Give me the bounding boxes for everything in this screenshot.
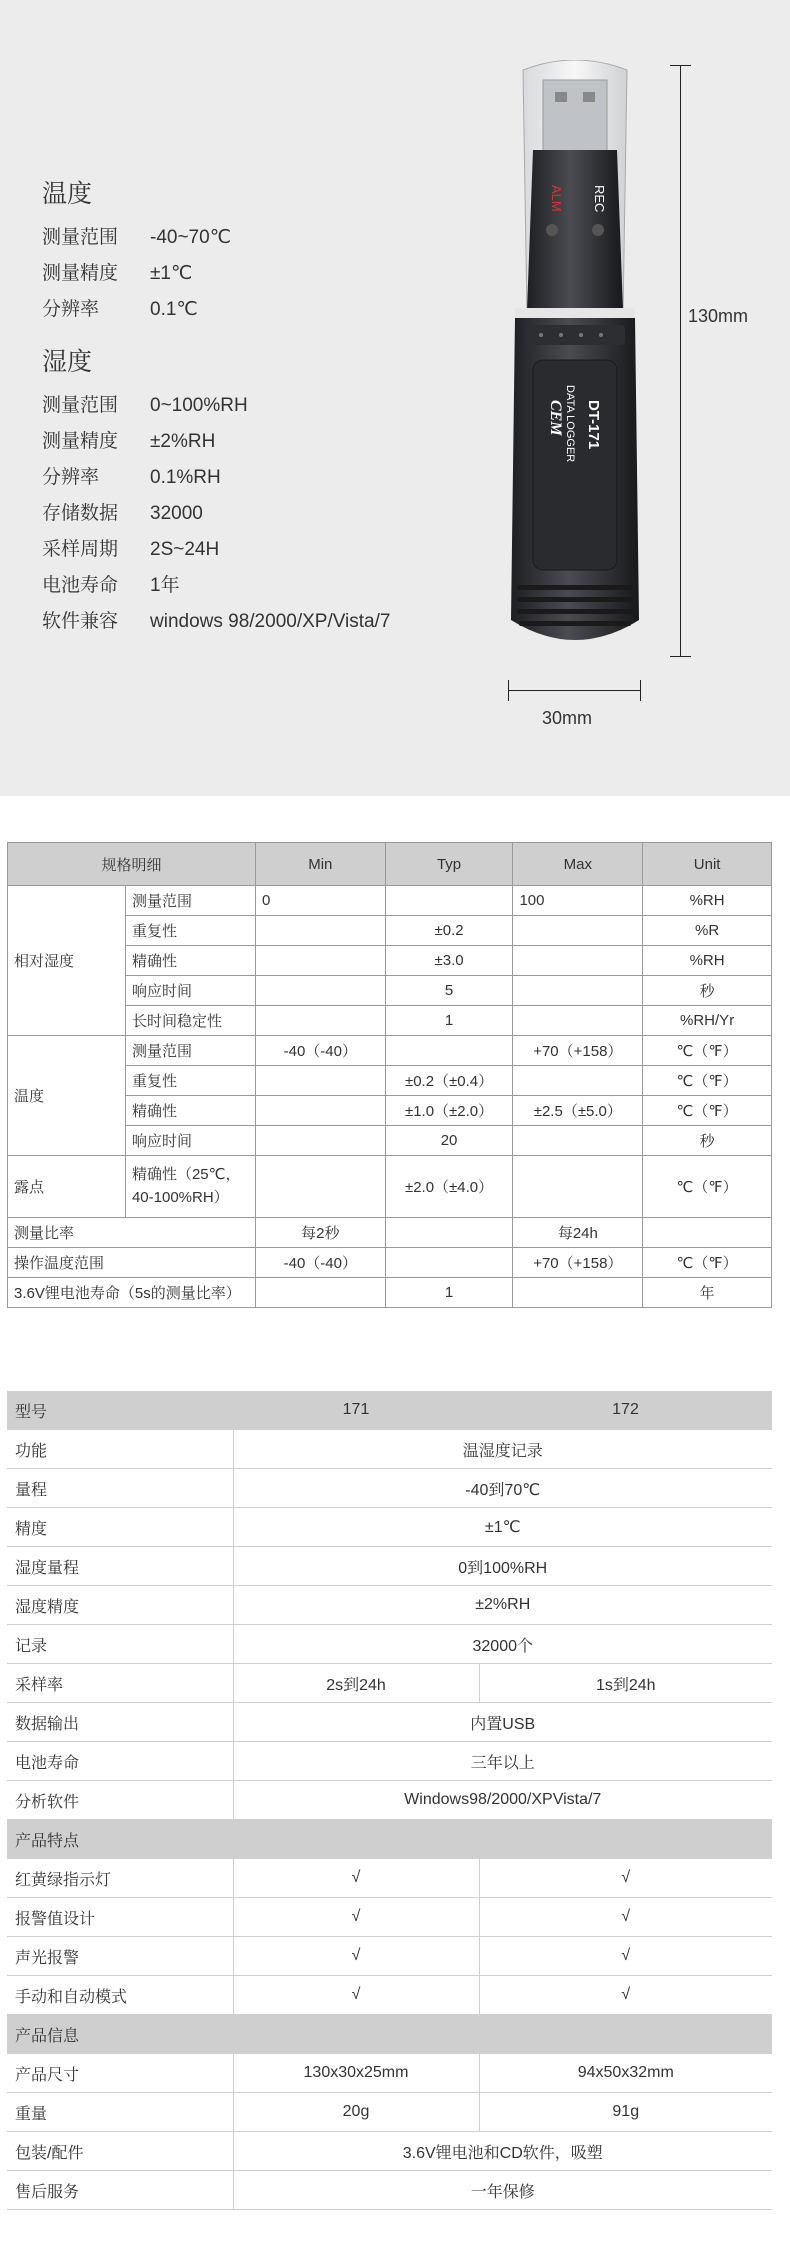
table-row [7,1937,772,1976]
table-row [7,2093,772,2132]
table-row [8,1248,772,1278]
spec-value: -40~70℃ [150,227,232,248]
spec-value: ±2%RH [150,431,216,452]
spec-value: 32000 [150,503,203,524]
table-cell: 20g [233,2093,479,2132]
table-row [7,1703,772,1742]
table-cell: 响应时间 [125,976,255,1006]
table-cell: 1 [385,1006,513,1036]
table-cell [385,1036,513,1066]
table-row [7,1976,772,2015]
table-cell: ℃（℉） [643,1036,772,1066]
table-cell: 记录 [7,1625,233,1664]
table-cell: 年 [643,1278,772,1308]
table-cell: 数据输出 [7,1703,233,1742]
model-table-header [7,1391,772,1430]
table-cell: 130x30x25mm [233,2054,479,2093]
table-cell: 测量范围 [125,1036,255,1066]
table-cell: 分析软件 [7,1781,233,1820]
spec-software [42,606,390,633]
table-cell: ±1.0（±2.0） [385,1096,513,1126]
table-row [8,1156,772,1218]
table-cell: √ [479,1859,772,1898]
table-row [7,1898,772,1937]
table-cell: 声光报警 [7,1937,233,1976]
table-cell: 0 [255,886,385,916]
table-cell [385,1248,513,1278]
product-hero [0,0,790,796]
temp-spec-accuracy [42,258,192,285]
table-cell: 产品尺寸 [7,2054,233,2093]
group-temp: 温度 [8,1036,126,1156]
spec-value: 0.1%RH [150,467,221,488]
table-cell: √ [479,1976,772,2015]
table-cell: ℃（℉） [643,1096,772,1126]
table-cell: 重复性 [125,1066,255,1096]
table-cell: 精度 [7,1508,233,1547]
device-subtitle: DATA LOGGER [564,385,576,463]
table-cell: 20 [385,1126,513,1156]
spec-key: 电池寿命 [42,575,119,596]
spec-value: 1年 [150,575,180,596]
spec-header-min: Min [255,843,385,886]
table-row [7,2054,772,2093]
table-cell [255,1066,385,1096]
table-cell: 量程 [7,1469,233,1508]
table-cell: 产品特点 [7,1820,772,1859]
spec-key: 分辨率 [42,467,100,488]
spec-key: 分辨率 [42,299,100,320]
alm-label: ALM [549,185,564,212]
table-cell: √ [233,1976,479,2015]
table-cell [255,976,385,1006]
table-row [7,1625,772,1664]
table-cell: √ [479,1937,772,1976]
table-row [7,1430,772,1469]
spec-storage [42,498,203,525]
table-cell: 功能 [7,1430,233,1469]
table-cell: ±1℃ [233,1508,772,1547]
table-cell: %RH/Yr [643,1006,772,1036]
width-dimension-label: 30mm [542,708,593,728]
table-row [7,1547,772,1586]
info-section-header [7,2015,772,2054]
table-cell: 0到100%RH [233,1547,772,1586]
spec-table [7,842,772,1308]
height-dimension-cap-top [670,65,691,66]
group-rh: 相对湿度 [8,886,126,1036]
table-cell [385,1218,513,1248]
height-dimension-label: 130mm [688,306,749,326]
table-cell [255,1156,385,1218]
table-row [7,1859,772,1898]
spec-value: 0.1℃ [150,299,198,320]
table-cell: 湿度量程 [7,1547,233,1586]
table-cell: 每2秒 [255,1218,385,1248]
humid-spec-range [42,390,248,417]
table-cell: 采样率 [7,1664,233,1703]
table-cell: %RH [643,946,772,976]
table-cell: 2s到24h [233,1664,479,1703]
spec-battery [42,570,180,597]
table-cell: ℃（℉） [643,1156,772,1218]
table-cell [513,916,643,946]
table-cell: 32000个 [233,1625,772,1664]
table-cell [255,1126,385,1156]
table-cell: Windows98/2000/XPVista/7 [233,1781,772,1820]
group-dew: 露点 [8,1156,126,1218]
table-row [7,1586,772,1625]
table-cell: -40（-40） [255,1036,385,1066]
table-cell [513,1278,643,1308]
spec-value: windows 98/2000/XP/Vista/7 [150,611,391,632]
table-cell [513,976,643,1006]
table-cell: 温湿度记录 [233,1430,772,1469]
table-cell: 三年以上 [233,1742,772,1781]
table-cell: 响应时间 [125,1126,255,1156]
table-row [7,1469,772,1508]
table-cell: 171 [233,1391,479,1430]
table-cell: √ [233,1937,479,1976]
table-row [8,1036,772,1066]
spec-table-header [8,843,772,886]
table-cell: √ [479,1898,772,1937]
table-cell: 内置USB [233,1703,772,1742]
humid-spec-accuracy [42,426,215,453]
spec-header-max: Max [513,843,643,886]
table-cell: ±2.0（±4.0） [385,1156,513,1218]
width-dimension-cap-left [508,680,509,701]
table-cell: 精确性 [125,1096,255,1126]
table-cell: 湿度精度 [7,1586,233,1625]
table-cell: ℃（℉） [643,1248,772,1278]
temp-title: 温度 [42,180,93,208]
table-cell: 电池寿命 [7,1742,233,1781]
width-dimension-line [508,690,640,691]
table-cell: ℃（℉） [643,1066,772,1096]
table-cell: 操作温度范围 [8,1248,256,1278]
humid-title: 湿度 [42,348,93,376]
spec-key: 测量范围 [42,227,119,248]
table-cell: ±0.2 [385,916,513,946]
table-cell: 91g [479,2093,772,2132]
table-cell: -40（-40） [255,1248,385,1278]
table-cell [385,886,513,916]
table-cell: √ [233,1859,479,1898]
table-cell: 产品信息 [7,2015,772,2054]
table-cell: 报警值设计 [7,1898,233,1937]
model-label: DT-171 [585,400,602,450]
table-cell: 3.6V锂电池寿命（5s的测量比率） [8,1278,256,1308]
table-cell: 测量范围 [125,886,255,916]
table-row [7,1508,772,1547]
spec-key: 采样周期 [42,539,119,560]
table-cell: 包装/配件 [7,2132,233,2171]
table-cell: 售后服务 [7,2171,233,2210]
table-cell [255,916,385,946]
temp-spec-resolution [42,294,198,321]
table-cell [513,1006,643,1036]
table-cell: +70（+158） [513,1248,643,1278]
brand-logo: CEM [547,400,564,436]
rec-label: REC [592,185,607,213]
table-cell: 一年保修 [233,2171,772,2210]
table-cell: 94x50x32mm [479,2054,772,2093]
spec-header-unit: Unit [643,843,772,886]
table-cell: 1 [385,1278,513,1308]
table-cell [513,946,643,976]
table-cell: 型号 [7,1391,233,1430]
table-cell: 秒 [643,976,772,1006]
table-cell: 重量 [7,2093,233,2132]
spec-value: 2S~24H [150,539,220,560]
table-cell [255,1006,385,1036]
table-cell: ±0.2（±0.4） [385,1066,513,1096]
table-cell [255,946,385,976]
humid-spec-resolution [42,462,221,489]
table-row [8,886,772,916]
spec-sampling [42,534,219,561]
spec-value: ±1℃ [150,263,193,284]
table-cell: 红黄绿指示灯 [7,1859,233,1898]
spec-key: 测量范围 [42,395,119,416]
table-cell: ±3.0 [385,946,513,976]
table-row [8,1278,772,1308]
table-row [7,1781,772,1820]
temp-spec-range [42,222,231,249]
table-cell [255,1278,385,1308]
table-row [7,2171,772,2210]
height-dimension-cap-bottom [670,656,691,657]
table-cell [513,1156,643,1218]
table-row [7,1664,772,1703]
table-cell [643,1218,772,1248]
spec-value: 0~100%RH [150,395,248,416]
table-cell [513,1126,643,1156]
height-dimension-line [680,65,681,657]
table-cell: 秒 [643,1126,772,1156]
spec-key: 测量精度 [42,431,119,452]
table-cell: 测量比率 [8,1218,256,1248]
table-cell: ±2%RH [233,1586,772,1625]
width-dimension-cap-right [640,680,641,701]
table-cell: 精确性 [125,946,255,976]
table-row [7,2132,772,2171]
spec-key: 测量精度 [42,263,119,284]
table-cell [513,1066,643,1096]
spec-header-typ: Typ [385,843,513,886]
table-cell: 重复性 [125,916,255,946]
table-row [8,1218,772,1248]
table-cell: ±2.5（±5.0） [513,1096,643,1126]
spec-key: 存储数据 [42,503,119,524]
table-cell [255,1096,385,1126]
features-section-header [7,1820,772,1859]
spec-header-label: 规格明细 [8,843,256,886]
table-cell: 172 [479,1391,772,1430]
model-table [7,1391,772,2210]
table-cell: 3.6V锂电池和CD软件，吸塑 [233,2132,772,2171]
table-cell: 精确性（25℃，40-100%RH） [125,1156,255,1218]
table-cell: 每24h [513,1218,643,1248]
spec-key: 软件兼容 [42,611,119,632]
table-cell: %RH [643,886,772,916]
data-logger-image [505,60,645,660]
table-cell: 5 [385,976,513,1006]
table-cell: √ [233,1898,479,1937]
table-cell: 长时间稳定性 [125,1006,255,1036]
table-cell: 100 [513,886,643,916]
table-cell: -40到70℃ [233,1469,772,1508]
table-cell: 手动和自动模式 [7,1976,233,2015]
table-row [7,1742,772,1781]
table-cell: +70（+158） [513,1036,643,1066]
table-cell: 1s到24h [479,1664,772,1703]
table-cell: %R [643,916,772,946]
